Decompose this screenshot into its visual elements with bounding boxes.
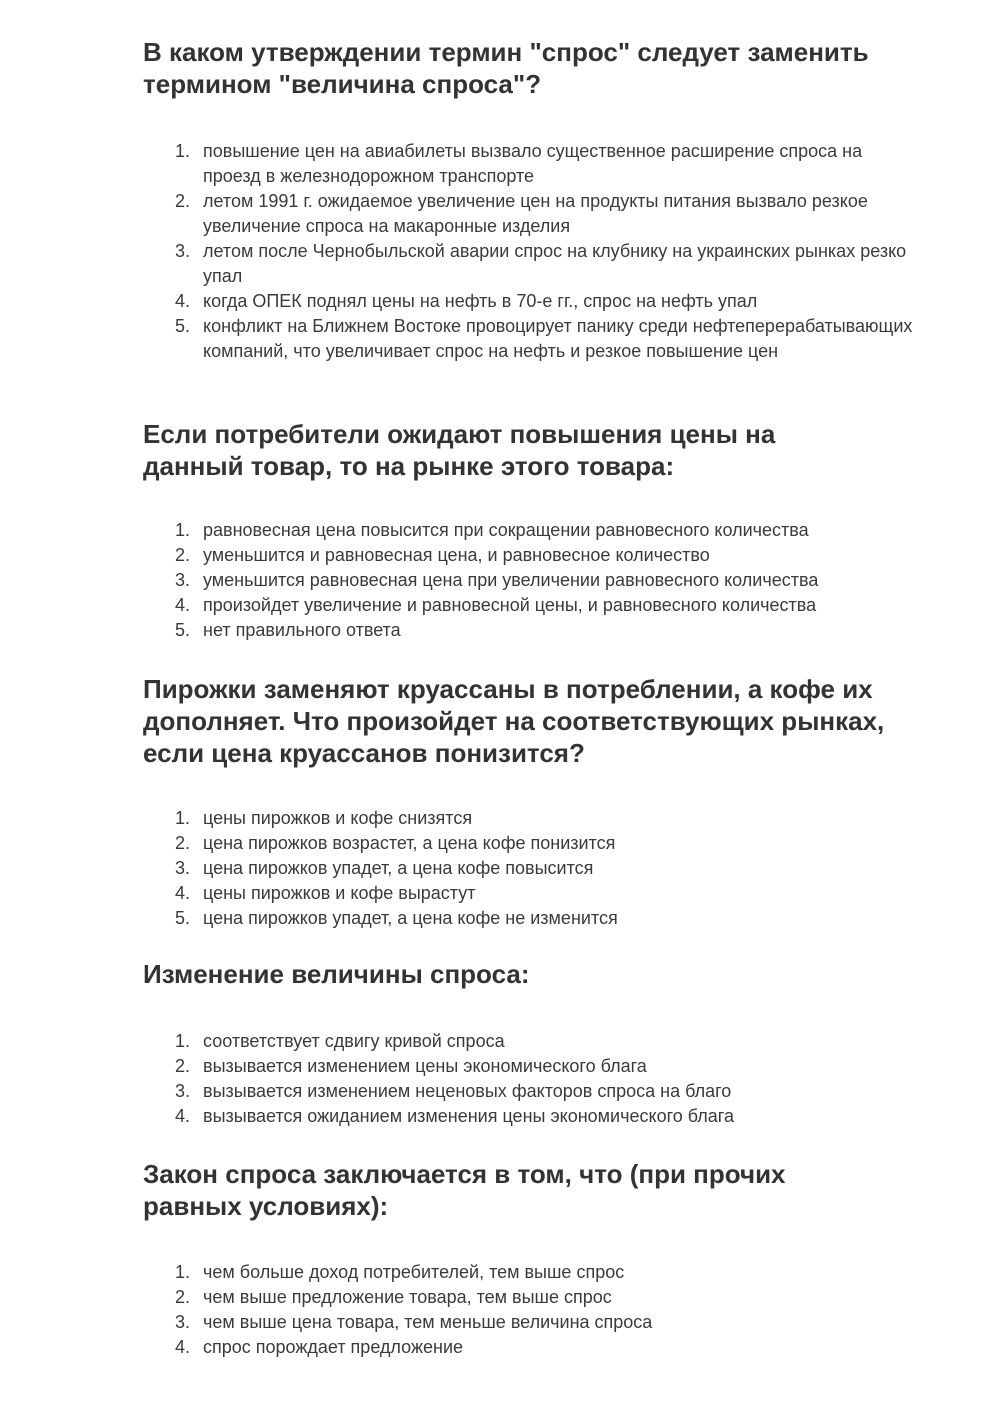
option-number: 3. bbox=[175, 858, 191, 878]
option-text: повышение цен на авиабилеты вызвало существенное расширение спроса на проезд в железнодорожном транспорте bbox=[203, 141, 863, 186]
question-title: Если потребители ожидают повышения цены на данный товар, то на рынке этого товара: bbox=[143, 419, 776, 481]
option-number: 5. bbox=[175, 620, 191, 640]
question-1 bbox=[143, 36, 943, 361]
option-item bbox=[175, 1310, 915, 1335]
option-item bbox=[175, 1079, 915, 1104]
option-text: летом 1991 г. ожидаемое увеличение цен на продукты питания вызвало резкое увеличение спроса на макаронные изделия bbox=[203, 191, 868, 236]
option-item bbox=[175, 189, 915, 239]
option-text: нет правильного ответа bbox=[203, 620, 401, 640]
option-text: произойдет увеличение и равновесной цены, и равновесного количества bbox=[203, 595, 817, 615]
question-title: Изменение величины спроса: bbox=[143, 959, 530, 989]
option-item bbox=[175, 856, 915, 881]
option-item bbox=[175, 906, 915, 931]
option-item bbox=[175, 881, 915, 906]
option-text: соответствует сдвигу кривой спроса bbox=[203, 1031, 505, 1051]
question-2 bbox=[143, 418, 943, 640]
question-title: Закон спроса заключается в том, что (при прочих равных условиях): bbox=[143, 1159, 786, 1221]
option-text: уменьшится и равновесная цена, и равновесное количество bbox=[203, 545, 710, 565]
option-item bbox=[175, 831, 915, 856]
option-item bbox=[175, 618, 915, 643]
option-number: 1. bbox=[175, 141, 191, 161]
option-number: 5. bbox=[175, 908, 191, 928]
option-item bbox=[175, 518, 915, 543]
option-number: 3. bbox=[175, 1081, 191, 1101]
question-5 bbox=[143, 1158, 943, 1357]
option-number: 4. bbox=[175, 883, 191, 903]
option-number: 4. bbox=[175, 1337, 191, 1357]
question-4 bbox=[143, 958, 943, 1126]
option-number: 1. bbox=[175, 808, 191, 828]
options-list bbox=[175, 518, 915, 643]
option-text: чем выше цена товара, тем меньше величина спроса bbox=[203, 1312, 653, 1332]
option-number: 3. bbox=[175, 570, 191, 590]
question-title: Пирожки заменяют круассаны в потреблении, а кофе их дополняет. Что произойдет на соответствующих рынках, если цена круассанов понизится? bbox=[143, 674, 885, 768]
option-item bbox=[175, 543, 915, 568]
option-item bbox=[175, 806, 915, 831]
option-text: цена пирожков упадет, а цена кофе повысится bbox=[203, 858, 594, 878]
options-list bbox=[175, 139, 915, 364]
option-item bbox=[175, 1104, 915, 1129]
option-text: чем выше предложение товара, тем выше спрос bbox=[203, 1287, 612, 1307]
option-item bbox=[175, 1335, 915, 1360]
option-number: 2. bbox=[175, 1287, 191, 1307]
option-text: спрос порождает предложение bbox=[203, 1337, 464, 1357]
option-item bbox=[175, 1260, 915, 1285]
option-number: 4. bbox=[175, 595, 191, 615]
option-item bbox=[175, 139, 915, 189]
option-number: 3. bbox=[175, 1312, 191, 1332]
option-text: цена пирожков возрастет, а цена кофе понизится bbox=[203, 833, 616, 853]
option-number: 4. bbox=[175, 1106, 191, 1126]
option-text: вызывается ожиданием изменения цены экономического блага bbox=[203, 1106, 734, 1126]
option-number: 2. bbox=[175, 1056, 191, 1076]
option-text: вызывается изменением цены экономического блага bbox=[203, 1056, 647, 1076]
option-text: конфликт на Ближнем Востоке провоцирует панику среди нефтеперерабатывающих компаний, что увеличивает спрос на нефть и резкое повышение цен bbox=[203, 316, 913, 361]
option-text: цены пирожков и кофе вырастут bbox=[203, 883, 476, 903]
option-item bbox=[175, 1285, 915, 1310]
option-text: чем больше доход потребителей, тем выше спрос bbox=[203, 1262, 625, 1282]
option-text: вызывается изменением неценовых факторов спроса на благо bbox=[203, 1081, 732, 1101]
option-item bbox=[175, 1054, 915, 1079]
option-number: 4. bbox=[175, 291, 191, 311]
option-item bbox=[175, 289, 915, 314]
option-number: 3. bbox=[175, 241, 191, 261]
option-number: 5. bbox=[175, 316, 191, 336]
option-text: цена пирожков упадет, а цена кофе не изменится bbox=[203, 908, 618, 928]
options-list bbox=[175, 806, 915, 931]
option-number: 2. bbox=[175, 545, 191, 565]
options-list bbox=[175, 1260, 915, 1360]
option-number: 1. bbox=[175, 520, 191, 540]
question-3 bbox=[143, 673, 943, 928]
option-item bbox=[175, 593, 915, 618]
option-number: 1. bbox=[175, 1262, 191, 1282]
option-item bbox=[175, 239, 915, 289]
options-list bbox=[175, 1029, 915, 1129]
option-text: когда ОПЕК поднял цены на нефть в 70-е гг., спрос на нефть упал bbox=[203, 291, 758, 311]
option-text: равновесная цена повысится при сокращении равновесного количества bbox=[203, 520, 809, 540]
option-text: летом после Чернобыльской аварии спрос на клубнику на украинских рынках резко упал bbox=[203, 241, 907, 286]
option-number: 2. bbox=[175, 833, 191, 853]
option-number: 1. bbox=[175, 1031, 191, 1051]
option-item bbox=[175, 1029, 915, 1054]
question-title: В каком утверждении термин "спрос" следует заменить термином "величина спроса"? bbox=[143, 37, 869, 99]
option-text: уменьшится равновесная цена при увеличении равновесного количества bbox=[203, 570, 819, 590]
option-item bbox=[175, 568, 915, 593]
option-text: цены пирожков и кофе снизятся bbox=[203, 808, 473, 828]
option-item bbox=[175, 314, 915, 364]
option-number: 2. bbox=[175, 191, 191, 211]
